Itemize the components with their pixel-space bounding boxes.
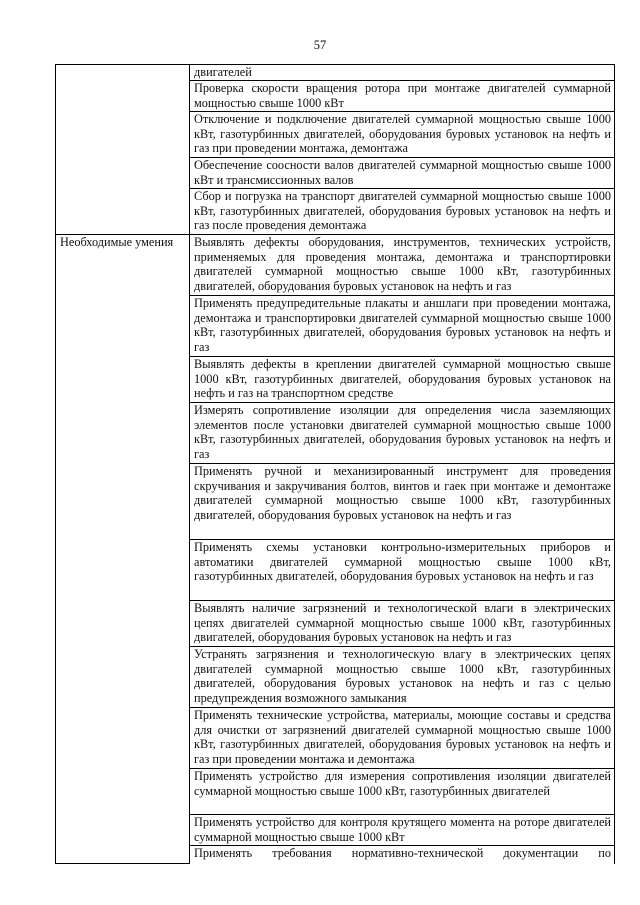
table-cell: Применять устройство для измерения сопротивления изоляции двигателей суммарной мощностью свыше 1000 кВт, газотурбинных двигателей (190, 769, 615, 815)
table-cell: Отключение и подключение двигателей суммарной мощностью свыше 1000 кВт, газотурбинных двигателей, оборудования буровых установок на нефть и газ при проведении монтажа, демонтажа (190, 112, 615, 158)
competency-table (55, 64, 615, 864)
table-cell: Проверка скорости вращения ротора при монтаже двигателей суммарной мощностью свыше 1000 кВт (190, 81, 615, 112)
table-cell: Применять предупредительные плакаты и аншлаги при проведении монтажа, демонтажа и транспортировки двигателей суммарной мощностью свыше 1000 кВт, газотурбинных двигателей, оборудования буровых установок на нефть и газ (190, 296, 615, 357)
table-cell: Применять схемы установки контрольно-измерительных приборов и автоматики двигателей суммарной мощностью свыше 1000 кВт, газотурбинных двигателей, оборудования буровых установок на нефть и газ (190, 540, 615, 601)
page-number: 57 (313, 38, 327, 52)
table-cell: Выявлять дефекты оборудования, инструментов, технических устройств, применяемых для проведения монтажа, демонтажа и транспортировки двигателей суммарной мощностью свыше 1000 кВт, газотурбинных двигателей, оборудования буровых установок на нефть и газ (190, 235, 615, 296)
table-cell: Применять технические устройства, материалы, моющие составы и средства для очистки от загрязнений двигателей суммарной мощностью свыше 1000 кВт, газотурбинных двигателей, оборудования буровых установок на нефть и газ при проведении монтажа и демонтажа (190, 708, 615, 769)
table-cell: Обеспечение соосности валов двигателей суммарной мощностью свыше 1000 кВт и трансмиссионных валов (190, 158, 615, 189)
table-cell: Выявлять наличие загрязнений и технологической влаги в электрических цепях двигателей суммарной мощностью свыше 1000 кВт, газотурбинных двигателей, оборудования буровых установок на нефть и газ (190, 601, 615, 647)
table-cell: Выявлять дефекты в креплении двигателей суммарной мощностью свыше 1000 кВт, газотурбинных двигателей, оборудования буровых установок на нефть и газ на транспортном средстве (190, 357, 615, 403)
table-cell: двигателей (190, 65, 615, 81)
empty-label-cell (56, 65, 190, 235)
table-cell: Устранять загрязнения и технологическую влагу в электрических цепях двигателей суммарной мощностью свыше 1000 кВт, газотурбинных двигателей, оборудования буровых установок на нефть и газ с целью предупреждения возможного замыкания (190, 647, 615, 708)
table-cell: Применять устройство для контроля крутящего момента на роторе двигателей суммарной мощностью свыше 1000 кВт (190, 815, 615, 846)
table-cell: Измерять сопротивление изоляции для определения числа заземляющих элементов после установки двигателей суммарной мощностью свыше 1000 кВт, газотурбинных двигателей, оборудования буровых установок на нефть и газ (190, 403, 615, 464)
table-cell: Применять ручной и механизированный инструмент для проведения скручивания и закручивания болтов, винтов и гаек при монтаже и демонтаже двигателей суммарной мощностью свыше 1000 кВт, газотурбинных двигателей, оборудования буровых установок на нефть и газ (190, 464, 615, 540)
table-cell: Применять требования нормативно-технической документации по (190, 846, 615, 864)
table-cell: Сбор и погрузка на транспорт двигателей суммарной мощностью свыше 1000 кВт, газотурбинных двигателей, оборудования буровых установок на нефть и газ после проведения демонтажа (190, 189, 615, 235)
table-row (56, 65, 615, 81)
table-row (56, 235, 615, 296)
skills-label: Необходимые умения (56, 235, 190, 864)
